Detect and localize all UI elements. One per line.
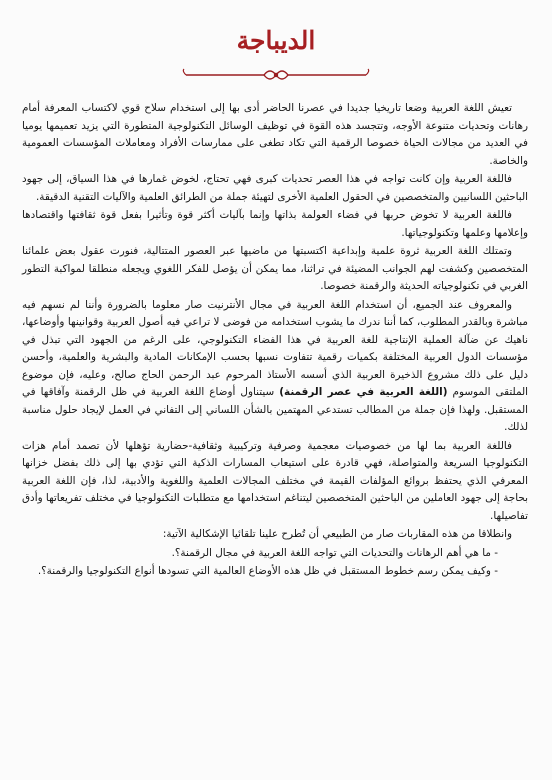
- conference-title: (اللغة العربية في عصر الرقمنة): [279, 386, 448, 398]
- preamble-body: [22, 100, 528, 582]
- paragraph: فاللغة العربية لا تخوض حربها في فضاء العولمة بذاتها وإنما بآليات أكثر قوة وتأثيرا بفعل قوة ثقافتها واقتصادها وإعلامها وعلمها وتكنولوجياتها.: [22, 209, 528, 239]
- question-item: - ما هي أهم الرهانات والتحديات التي تواجه اللغة العربية في مجال الرقمنة؟.: [171, 546, 498, 559]
- paragraph: تعيش اللغة العربية وضعا تاريخيا جديدا في عصرنا الحاضر أدى بها إلى استخدام سلاح قوي لاكتساب المعرفة أمام رهانات وتحديات متنوعة الأوجه، وتتجسد هذه القوة في توظيف الوسائل التكنولوجية المتطورة التي يزيد تعميمها يوميا في العديد من مجالات الحياة خصوصا الرقمية التي تكاد تطغى على ممارسات الأفراد ومعاملات المؤسسات العمومية والخاصة.: [22, 102, 528, 167]
- paragraph: وتمتلك اللغة العربية ثروة علمية وإبداعية اكتسبتها من ماضيها عبر العصور المتتالية، فنورت عقول بعض علمائنا المتخصصين وكشفت لهم الجوانب المضيئة في تراثنا، مما يمكن أن يؤصل للفكر اللغوي ويجعله منطلقا لمواكبة التطور الغربي في تكنولوجياته الحديثة والرقمنة خصوصا.: [22, 245, 528, 292]
- question-item: - وكيف يمكن رسم خطوط المستقبل في ظل هذه الأوضاع العالمية التي تسودها أنواع التكنولوجيا والرقمنة؟.: [37, 565, 498, 577]
- page-title: الديباجة: [236, 26, 316, 55]
- paragraph-conference: [22, 297, 528, 437]
- paragraph: فاللغة العربية وإن كانت تواجه في هذا العصر تحديات كبرى فهي تحتاج، لخوض غمارها في هذا السياق، إلى جهود الباحثين اللسانيين والمتخصصين في الحقول العلمية الأخرى لتهيئة جملة من الطرائق العلمية والآليات التقنية الدقيقة.: [22, 173, 528, 203]
- paragraph-text: سيتناول أوضاع اللغة العربية في ظل الرقمنة وآفاقها في المستقبل. ولهذا فإن جملة من المطالب تستدعي المهتمين بالشأن اللساني إلى التفاني في العمل لإيجاد حلول مناسبة لذلك.: [22, 386, 528, 433]
- paragraph: فاللغة العربية بما لها من خصوصيات معجمية وصرفية وتركيبية وثقافية-حضارية تؤهلها لأن تصمد أمام هزات التكنولوجيا السريعة والمتواصلة، فهي قادرة على استيعاب المسارات الذكية التي تؤدي بها إلى ذلك بفضل خزانها المعرفي الذي يحتفظ بروائع المؤلفات القيمة في مختلف المجالات العلمية واللغوية والأدبية، لذا، فإن اللغة العربية بحاجة إلى جهود العاملين من الباحثين المتخصصين ليتناغم استخدامها مع متطلبات التكنولوجيا في مختلف تفريعاتها وأدق تفاصيلها.: [22, 439, 528, 522]
- paragraph-text: والمعروف عند الجميع، أن استخدام اللغة العربية في مجال الأنترنيت صار معلوما بالضرورة وأننا لم نسهم فيه مباشرة وبالقدر المطلوب، كما أننا ندرك ما يشوب استخدامه من فوضى لا تراعي فيه أصول العربية وقوانينها وأوضاعها، ناهيك عن ضآلة العملية الإنتاجية للغة العربية في هذا الفضاء التكنولوجي، على الرغم من الجهود التي تبذل في مؤسسات الدول العربية المختلفة بكميات رقمية تتفاوت نسبها بحسب الإمكانات المادية والبشرية والعلمية، وأحسن دليل على ذلك مشروع الذخيرة العربية الذي أسسه الأستاذ المرحوم عبد الرحمن الحاج صالح، وعليه، فإن موضوع الملتقى الموسوم: [22, 298, 529, 398]
- paragraph: وانطلاقا من هذه المقاربات صار من الطبيعي أن تُطرح علينا تلقائيا الإشكالية الآتية:: [162, 528, 512, 540]
- ornamental-divider: [180, 66, 372, 84]
